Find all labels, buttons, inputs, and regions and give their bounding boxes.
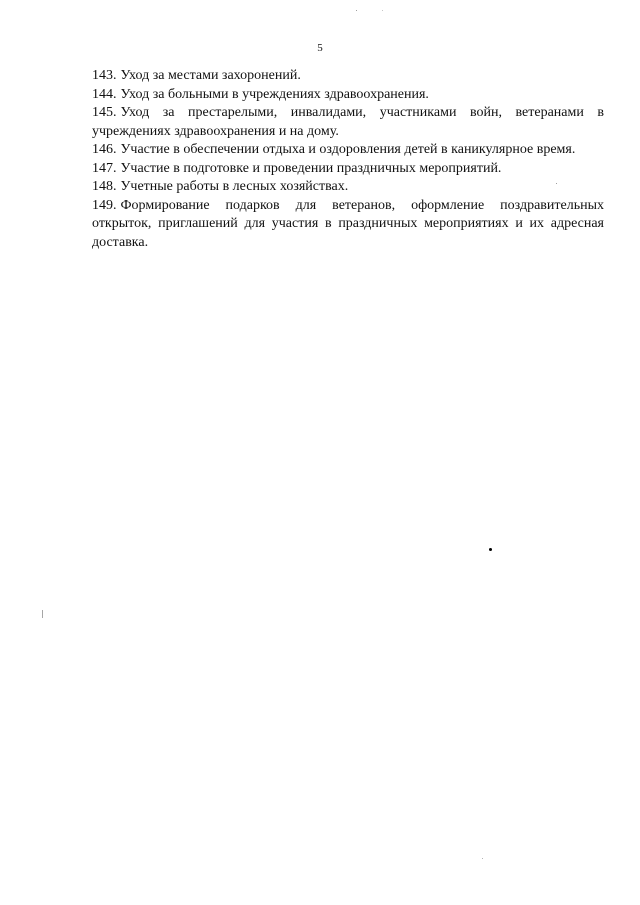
list-item xyxy=(92,197,604,253)
list-item xyxy=(92,141,604,160)
item-text: Формирование подарков для ветеранов, оформление поздравительных открыток, приглашений для участия в праздничных мероприятиях и их адресная доставка. xyxy=(92,197,604,250)
item-text: Уход за местами захоронений. xyxy=(120,68,301,83)
item-number: 148. xyxy=(92,179,117,194)
scan-speck xyxy=(556,183,557,184)
scan-speck xyxy=(42,610,43,618)
item-number: 146. xyxy=(92,142,117,157)
list-item xyxy=(92,160,604,179)
scan-speck xyxy=(489,548,492,551)
item-number: 144. xyxy=(92,86,117,102)
item-text: Уход за престарелыми, инвалидами, участниками войн, ветеранами в учреждениях здравоохранения и на дому. xyxy=(92,105,604,139)
page-number: 5 xyxy=(317,42,323,54)
item-number: 145. xyxy=(92,105,117,120)
numbered-list xyxy=(92,67,604,252)
scan-speck xyxy=(382,10,383,11)
item-number: 147. xyxy=(92,160,117,176)
item-number: 143. xyxy=(92,68,117,83)
item-text: Уход за больными в учреждениях здравоохранения. xyxy=(120,86,429,102)
scan-speck xyxy=(482,858,483,859)
item-text: Учетные работы в лесных хозяйствах. xyxy=(120,179,349,194)
scan-speck xyxy=(356,10,357,11)
list-item xyxy=(92,104,604,141)
item-number: 149. xyxy=(92,197,117,213)
list-item xyxy=(92,178,604,197)
list-item xyxy=(92,67,604,86)
item-text: Участие в обеспечении отдыха и оздоровления детей в каникулярное время. xyxy=(120,142,576,157)
list-item xyxy=(92,86,604,105)
item-text: Участие в подготовке и проведении праздничных мероприятий. xyxy=(120,160,502,176)
